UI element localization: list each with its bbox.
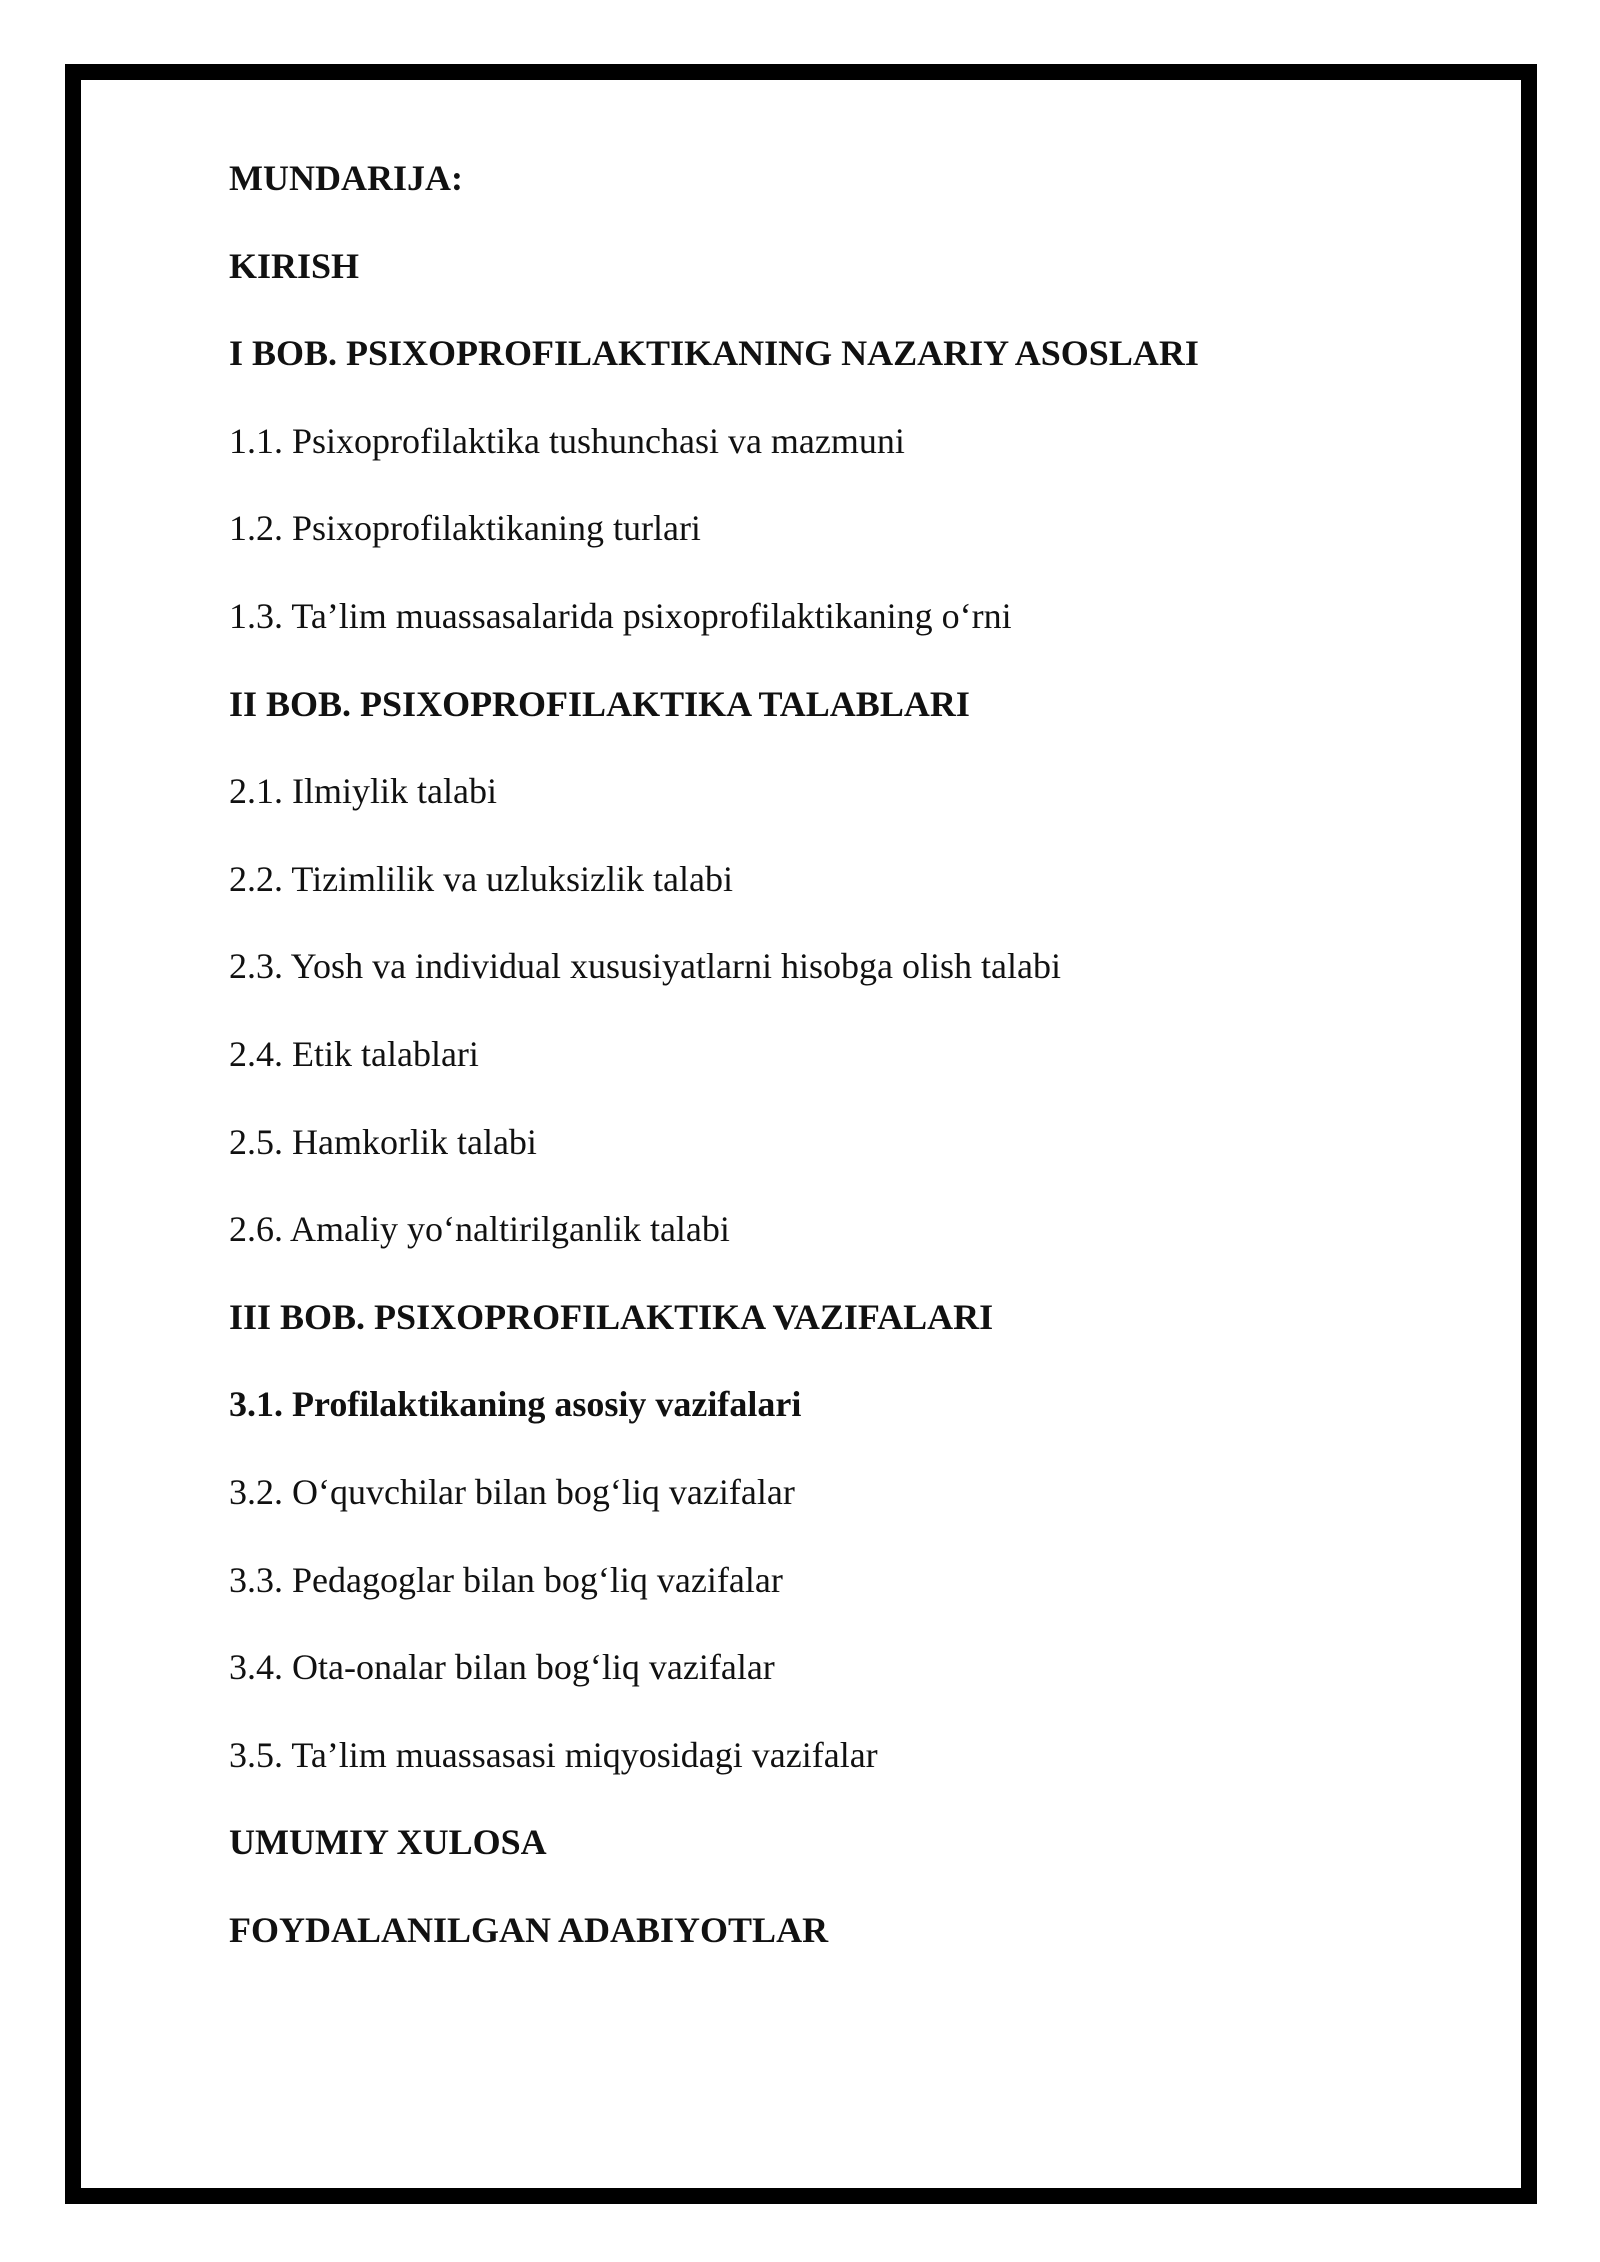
table-of-contents [229,150,1429,1989]
toc-section-2-5: 2.5. Hamkorlik talabi [229,1121,537,1162]
toc-section-1-2: 1.2. Psixoprofilaktikaning turlari [229,508,701,549]
toc-section-2-6: 2.6. Amaliy yo‘naltirilganlik talabi [229,1209,730,1250]
toc-heading-references: FOYDALANILGAN ADABIYOTLAR [229,1909,829,1950]
toc-section-2-3: 2.3. Yosh va individual xususiyatlarni hisobga olish talabi [229,946,1061,987]
toc-chapter-1-heading: I BOB. PSIXOPROFILAKTIKANING NAZARIY ASOSLARI [229,333,1199,374]
toc-section-2-4: 2.4. Etik talablari [229,1033,479,1074]
toc-section-1-3: 1.3. Ta’lim muassasalarida psixoprofilaktikaning o‘rni [229,595,1012,636]
toc-section-2-1: 2.1. Ilmiylik talabi [229,771,497,812]
toc-section-2-2: 2.2. Tizimlilik va uzluksizlik talabi [229,858,733,899]
toc-section-3-3: 3.3. Pedagoglar bilan bog‘liq vazifalar [229,1559,783,1600]
toc-title: MUNDARIJA: [229,158,463,198]
toc-section-1-1: 1.1. Psixoprofilaktika tushunchasi va mazmuni [229,420,905,461]
toc-section-3-4: 3.4. Ota-onalar bilan bog‘liq vazifalar [229,1647,775,1688]
toc-chapter-3-heading: III BOB. PSIXOPROFILAKTIKA VAZIFALARI [229,1296,994,1337]
toc-section-3-2: 3.2. O‘quvchilar bilan bog‘liq vazifalar [229,1471,795,1512]
toc-section-3-1: 3.1. Profilaktikaning asosiy vazifalari [229,1384,802,1425]
toc-heading-conclusion: UMUMIY XULOSA [229,1822,547,1863]
toc-section-3-5: 3.5. Ta’lim muassasasi miqyosidagi vazifalar [229,1734,878,1775]
toc-heading-introduction: KIRISH [229,245,360,286]
toc-chapter-2-heading: II BOB. PSIXOPROFILAKTIKA TALABLARI [229,683,970,724]
